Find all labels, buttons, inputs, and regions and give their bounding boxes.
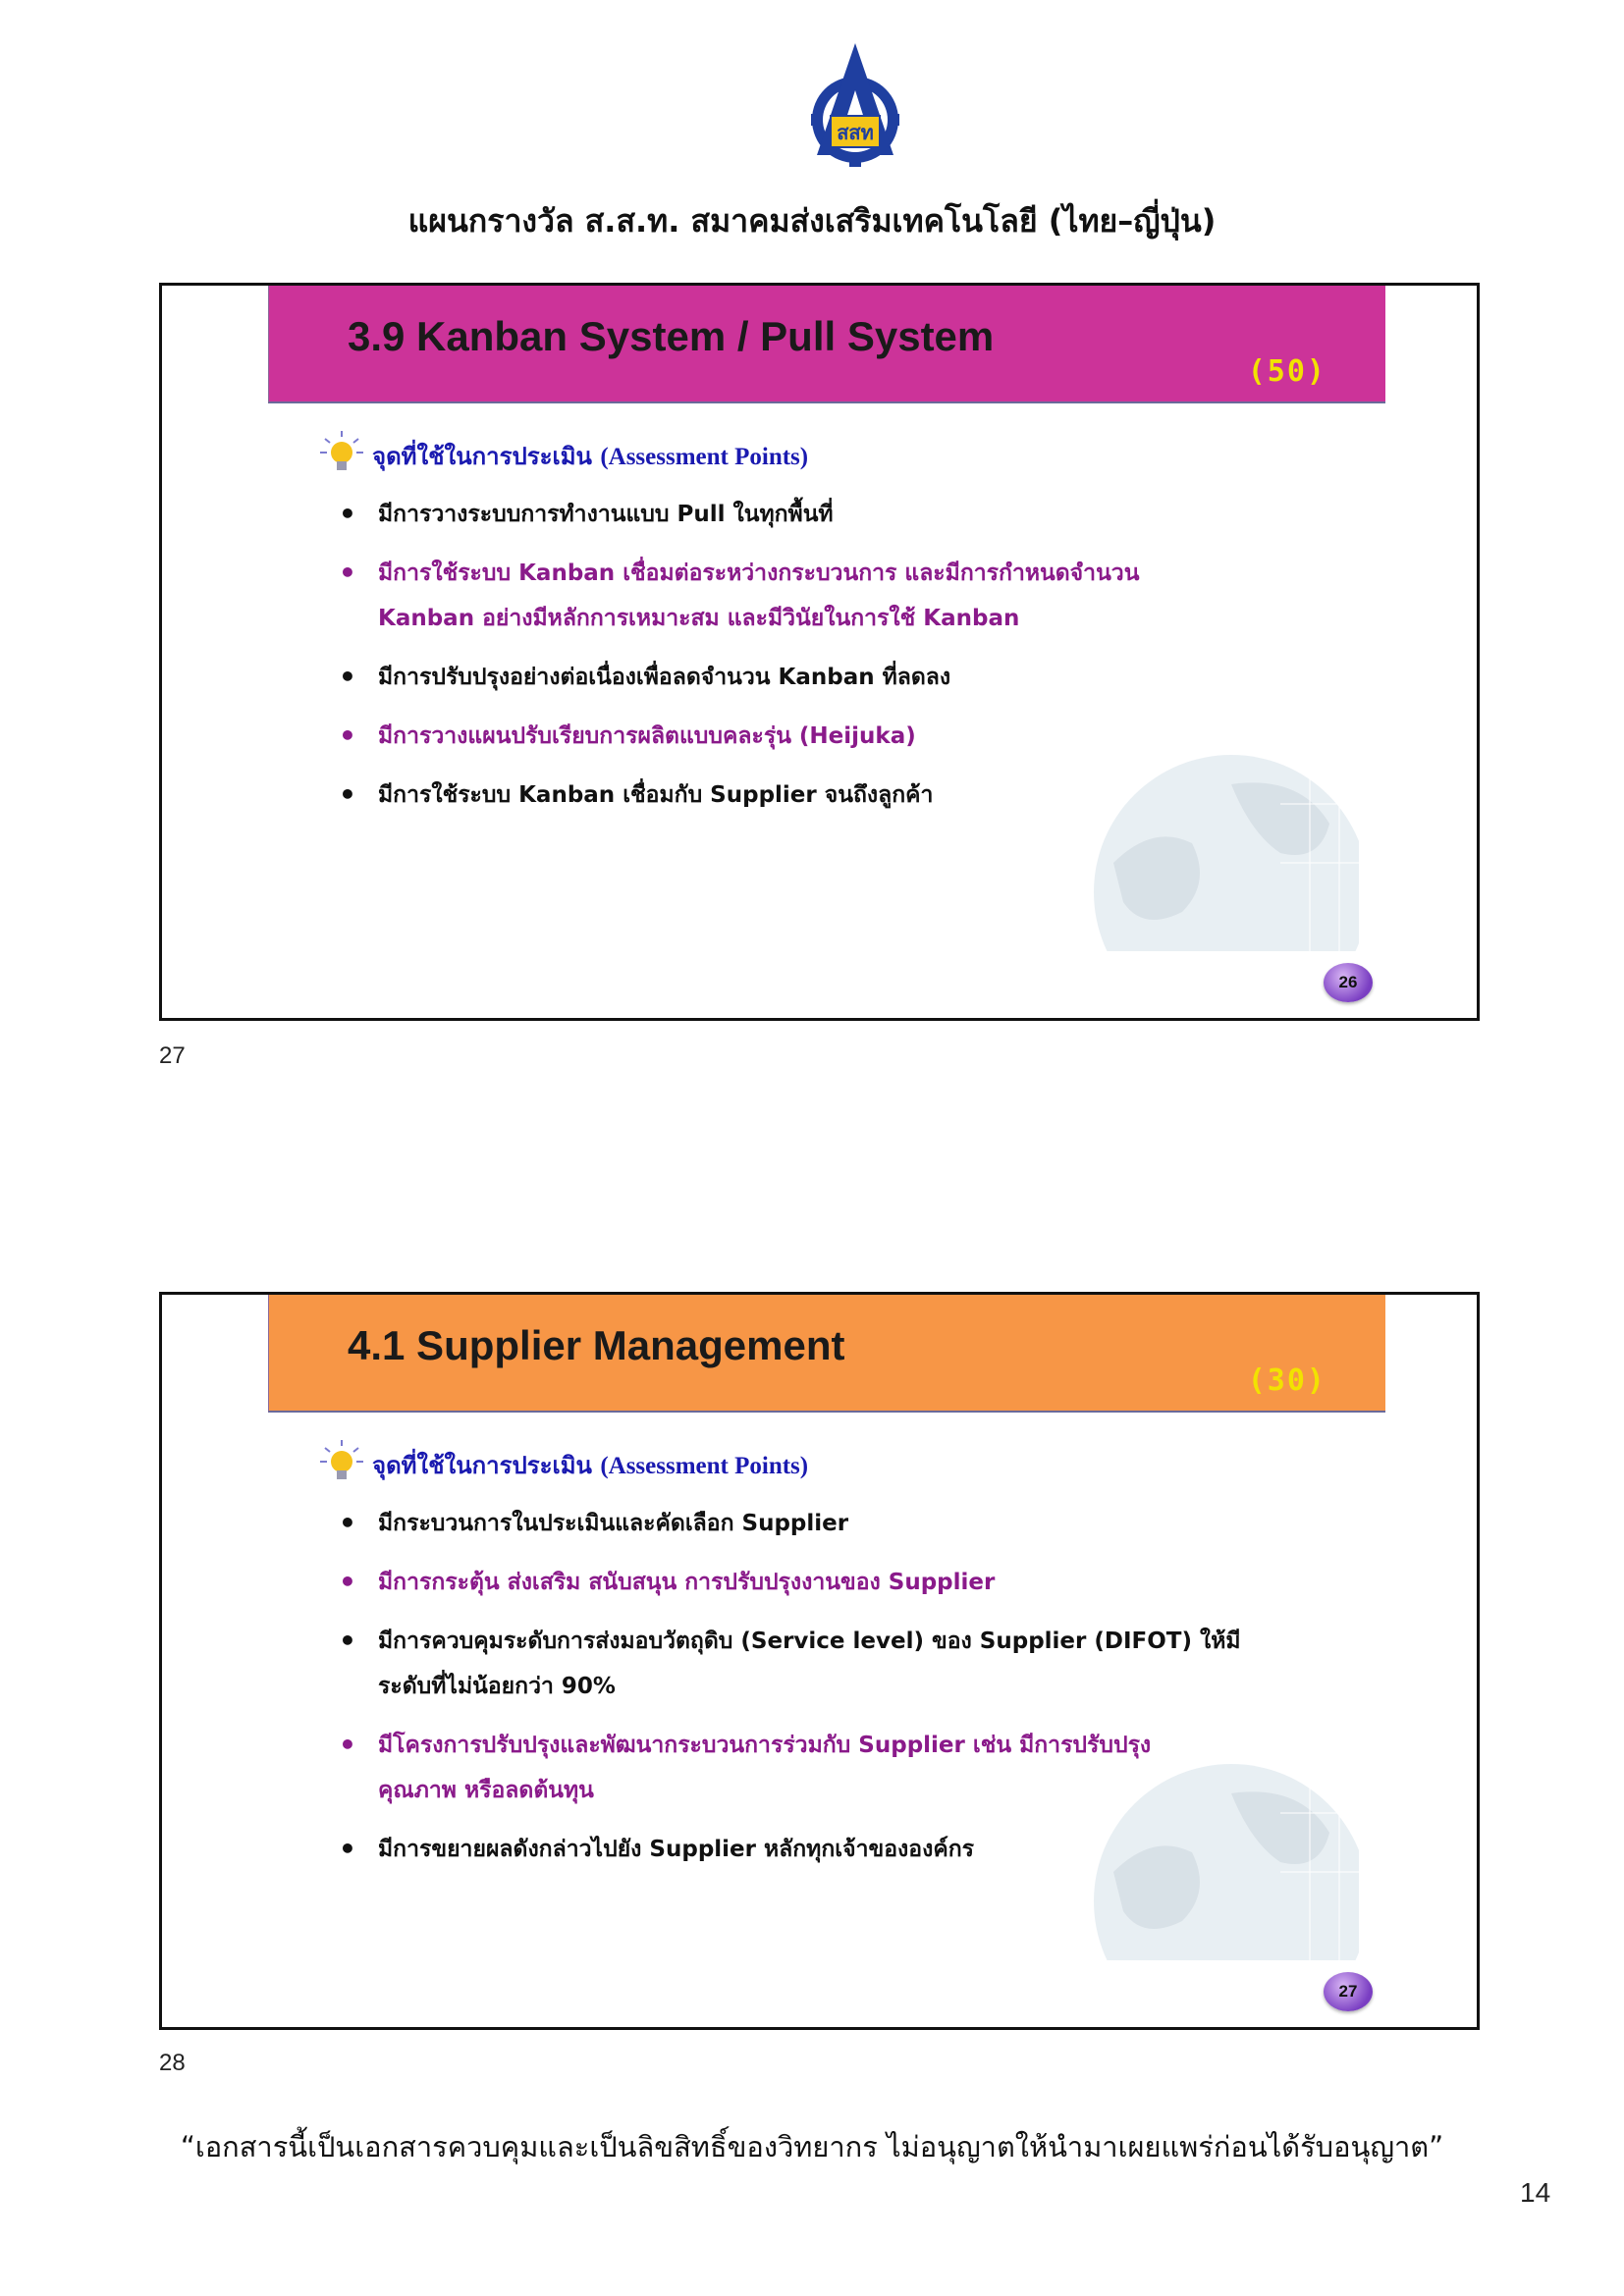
list-item: • มีการปรับปรุงอย่างต่อเนื่องเพื่อลดจำนวน Kanban ที่ลดลง	[339, 661, 951, 693]
list-item: • มีกระบวนการในประเมินและคัดเลือก Supplier	[339, 1507, 849, 1539]
page-number: 14	[1520, 2177, 1551, 2208]
logo-text: สสท	[837, 121, 874, 144]
globe-watermark-icon	[1084, 1754, 1359, 1960]
assessment-label-th: จุดที่ใช้ในการประเมิน	[372, 443, 592, 470]
slide-title: 4.1 Supplier Management	[348, 1322, 845, 1368]
slide-supplier-management	[159, 1292, 1480, 2030]
copyright-note: “เอกสารนี้เป็นเอกสารควบคุมและเป็นลิขสิทธิ์ของวิทยากร ไม่อนุญาตให้นำมาเผยแพร่ก่อนได้รับอนุญาต”	[180, 2130, 1444, 2163]
slide-score: (30)	[1247, 1363, 1326, 1398]
list-item: • มีการใช้ระบบ Kanban เชื่อมต่อระหว่างกระบวนการ และมีการกำหนดจำนวน Kanban อย่างมีหลักการเหมาะสม และมีวินัยในการใช้ Kanban	[339, 557, 1140, 631]
assessment-label-th: จุดที่ใช้ในการประเมิน	[372, 1452, 592, 1479]
page-index: 27	[159, 1042, 186, 1069]
slide-score: (50)	[1247, 354, 1326, 389]
globe-watermark-icon	[1084, 745, 1359, 951]
slide-title-banner	[268, 286, 1385, 403]
slide-number-badge: 26	[1324, 963, 1373, 1002]
list-item: • มีการวางแผนปรับเรียบการผลิตแบบคละรุ่น (Heijuka)	[339, 720, 916, 752]
slide-title: 3.9 Kanban System / Pull System	[348, 313, 995, 359]
list-item: • มีการขยายผลดังกล่าวไปยัง Supplier หลักทุกเจ้าขององค์กร	[339, 1833, 974, 1865]
slide-kanban	[159, 283, 1480, 1021]
assessment-label-en: (Assessment Points)	[600, 1453, 809, 1479]
lightbulb-icon	[319, 1438, 364, 1487]
page-header-title: แผนกรางวัล ส.ส.ท. สมาคมส่งเสริมเทคโนโลยี (ไทย–ญี่ปุ่น)	[407, 202, 1217, 240]
list-item: • มีการใช้ระบบ Kanban เชื่อมกับ Supplier จนถึงลูกค้า	[339, 778, 934, 811]
association-logo	[797, 39, 913, 167]
list-item: • มีโครงการปรับปรุงและพัฒนากระบวนการร่วมกับ Supplier เช่น มีการปรับปรุง คุณภาพ หรือลดต้นทุน	[339, 1729, 1152, 1803]
slide-title-banner	[268, 1295, 1385, 1413]
slide-number-badge: 27	[1324, 1972, 1373, 2011]
list-item: • มีการควบคุมระดับการส่งมอบวัตถุดิบ (Service level) ของ Supplier (DIFOT) ให้มี ระดับที่ไม่น้อยกว่า 90%	[339, 1625, 1241, 1699]
list-item: • มีการกระตุ้น ส่งเสริม สนับสนุน การปรับปรุงงานของ Supplier	[339, 1566, 996, 1598]
list-item: • มีการวางระบบการทำงานแบบ Pull ในทุกพื้นที่	[339, 498, 834, 530]
assessment-label-en: (Assessment Points)	[600, 444, 809, 470]
lightbulb-icon	[319, 429, 364, 478]
page-index: 28	[159, 2050, 186, 2076]
